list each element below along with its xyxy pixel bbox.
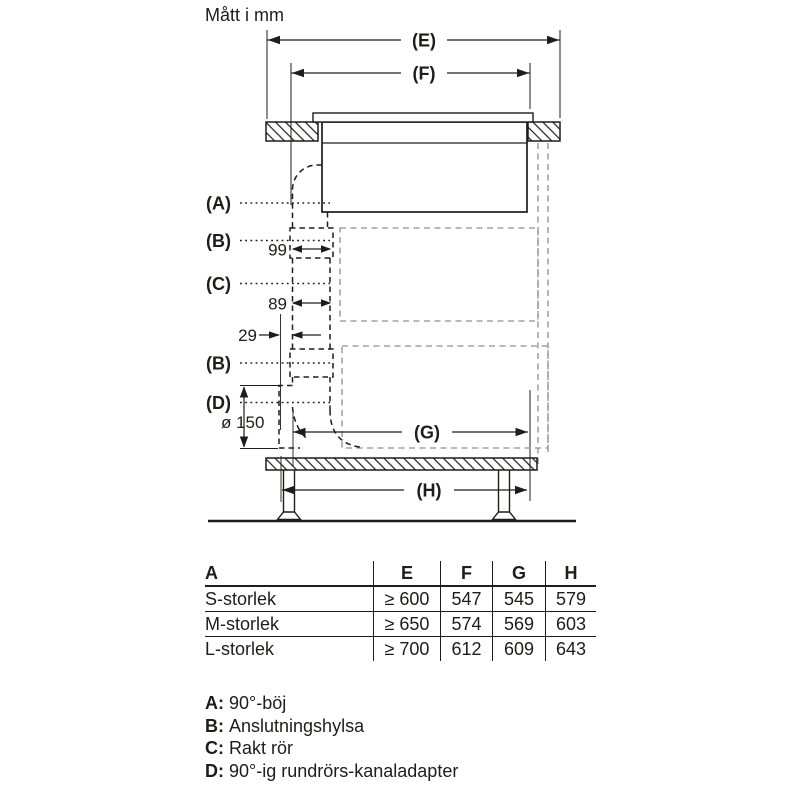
measurement-29 (238, 326, 321, 345)
value-g: 609 (493, 637, 546, 662)
value-f: 612 (441, 637, 493, 662)
size-table (205, 561, 596, 661)
dim-f-label: (F) (412, 63, 436, 84)
col-header-g: G (493, 561, 546, 586)
part-label-b2: (B) (206, 353, 231, 374)
arrowhead-right-icon (516, 428, 528, 436)
table-row (205, 637, 596, 662)
part-label-d: (D) (206, 393, 231, 413)
hob (313, 113, 533, 212)
arrowhead-right-icon (515, 486, 527, 494)
base-cabinet (266, 458, 537, 520)
col-header-e: E (374, 561, 441, 586)
right-foot (493, 512, 516, 520)
bend-a-outer (293, 165, 323, 228)
value-h: 579 (546, 586, 597, 612)
legend-text: Rakt rör (229, 738, 294, 758)
size-name: S-storlek (205, 588, 277, 609)
size-name: M-storlek (205, 612, 374, 637)
arrowhead-left-icon (268, 36, 280, 44)
plinth-hatch (266, 458, 537, 470)
countertop-left-hatch (266, 122, 318, 141)
legend-text: 90°-ig rundrörs-kanaladapter (229, 760, 459, 781)
countertop-right-hatch (528, 122, 560, 141)
value-e: ≥ 600 (374, 586, 441, 612)
legend-key: D: (205, 760, 224, 781)
col-header-a: A (205, 561, 374, 586)
part-label-c: (C) (206, 274, 231, 294)
adapter-d-left (279, 386, 300, 449)
col-header-h: H (546, 561, 597, 586)
hob-glass-top (313, 113, 533, 122)
arrowhead-left-icon (292, 69, 304, 77)
value-h: 643 (546, 637, 597, 662)
measurement-89-label: 89 (268, 294, 287, 314)
col-header-f: F (441, 561, 493, 586)
value-f: 547 (441, 586, 493, 612)
sleeve-b1 (290, 228, 333, 258)
value-f: 574 (441, 612, 493, 637)
legend-text: 90°-böj (229, 693, 287, 713)
adapter-d-outer-curve (330, 410, 364, 448)
arrowhead-right-icon (547, 36, 559, 44)
dimension-e (267, 29, 560, 51)
legend-key: A: (205, 693, 224, 713)
measurement-89 (268, 295, 331, 314)
value-g: 545 (493, 586, 546, 612)
legend-item-d (205, 760, 458, 783)
measurement-99 (268, 241, 331, 260)
parts-legend (205, 692, 458, 782)
value-h: 603 (546, 612, 597, 637)
value-e: ≥ 650 (374, 612, 441, 637)
value-g: 569 (493, 612, 546, 637)
table-row (205, 586, 596, 612)
sleeve-b2 (290, 349, 333, 377)
table-row (205, 612, 596, 637)
legend-text: Anslutningshylsa (229, 715, 365, 736)
dimension-f (291, 62, 530, 84)
legend-key: C: (205, 738, 224, 758)
dim-e-label: (E) (412, 30, 436, 51)
dimension-g (293, 421, 528, 443)
part-label-a: (A) (206, 193, 231, 214)
hob-body (322, 122, 527, 212)
dimension-h (282, 479, 527, 501)
page-title: Mått i mm (205, 5, 284, 25)
left-foot (278, 512, 301, 520)
dim-h-label: (H) (416, 480, 442, 501)
measurement-29-label: 29 (238, 326, 257, 345)
dim-g-label: (G) (414, 422, 440, 443)
legend-key: B: (205, 715, 224, 736)
arrowhead-right-icon (517, 69, 529, 77)
measurement-d150-label: ø 150 (221, 413, 265, 432)
table-header-row (205, 561, 596, 586)
legend-item-a (205, 692, 458, 715)
legend-item-b (205, 715, 458, 738)
part-label-b1: (B) (206, 231, 231, 251)
size-name: L-storlek (205, 637, 374, 662)
drawer-space-upper (340, 228, 538, 321)
value-e: ≥ 700 (374, 637, 441, 662)
legend-item-c (205, 737, 458, 760)
measurement-99-label: 99 (268, 240, 287, 260)
